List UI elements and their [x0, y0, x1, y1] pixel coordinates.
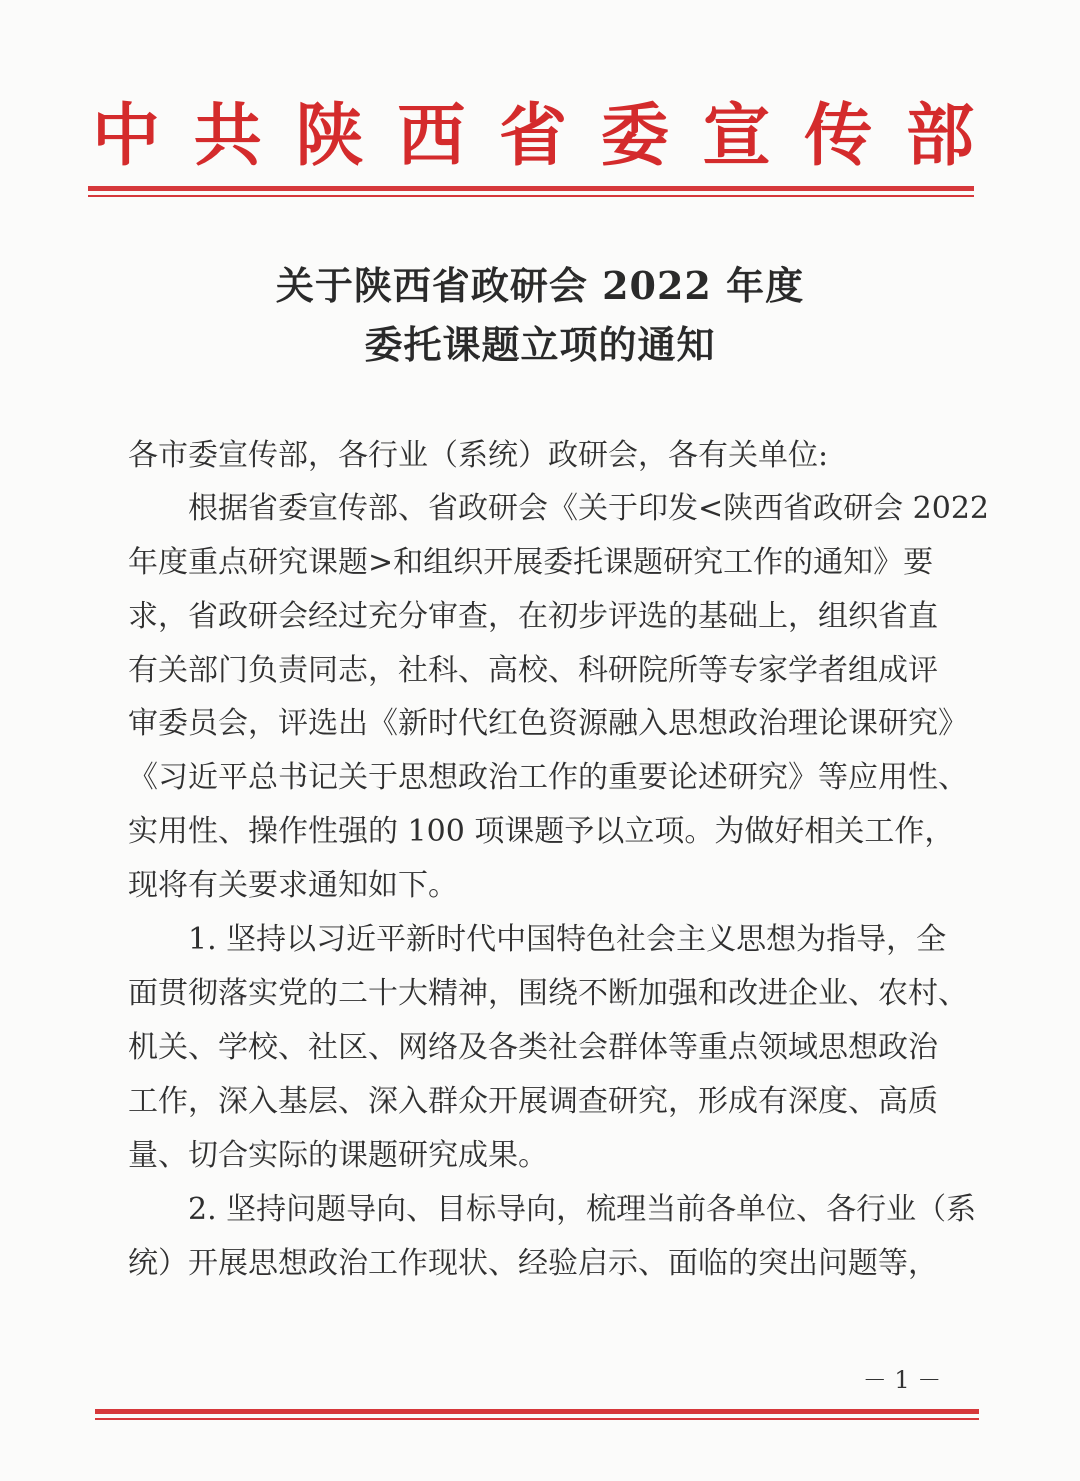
body-line: 机关、学校、社区、网络及各类社会群体等重点领域思想政治	[128, 1030, 938, 1065]
document-title-line-2: 委托课题立项的通知	[364, 322, 716, 367]
letterhead	[88, 92, 978, 182]
body-line: 《习近平总书记关于思想政治工作的重要论述研究》等应用性、	[128, 760, 968, 795]
letterhead-char: 委	[600, 97, 669, 176]
body-line: 实用性、操作性强的 100 项课题予以立项。为做好相关工作，	[128, 814, 955, 849]
footer-rule-thick	[95, 1409, 979, 1414]
letterhead-rule-thick	[88, 186, 974, 191]
letterhead-char: 部	[905, 97, 974, 176]
letterhead-char: 西	[397, 97, 466, 176]
page-number: － 1 －	[862, 1366, 942, 1394]
letterhead-char: 省	[498, 97, 567, 176]
body-line: 统）开展思想政治工作现状、经验启示、面临的突出问题等，	[128, 1246, 938, 1281]
letterhead-char: 宣	[702, 97, 771, 176]
footer-rule-thin	[95, 1418, 979, 1420]
body-line: 现将有关要求通知如下。	[128, 868, 458, 903]
body-line: 1. 坚持以习近平新时代中国特色社会主义思想为指导，全	[188, 922, 947, 957]
letterhead-char: 中	[91, 97, 160, 176]
body-line: 工作，深入基层、深入群众开展调查研究，形成有深度、高质	[128, 1084, 938, 1119]
salutation: 各市委宣传部，各行业（系统）政研会，各有关单位:	[128, 438, 829, 473]
body-line: 有关部门负责同志，社科、高校、科研院所等专家学者组成评	[128, 653, 938, 688]
letterhead-char: 共	[193, 97, 262, 176]
body-line: 量、切合实际的课题研究成果。	[128, 1138, 548, 1173]
body-line: 2. 坚持问题导向、目标导向，梳理当前各单位、各行业（系	[188, 1192, 977, 1227]
letterhead-char: 陕	[295, 97, 364, 176]
body-line: 求，省政研会经过充分审查，在初步评选的基础上，组织省直	[128, 599, 938, 634]
body-line: 年度重点研究课题>和组织开展委托课题研究工作的通知》要	[128, 545, 934, 580]
body-line: 根据省委宣传部、省政研会《关于印发<陕西省政研会 2022	[188, 491, 990, 526]
letterhead-char: 传	[804, 97, 873, 176]
document-title-line-1: 关于陕西省政研会 2022 年度	[275, 263, 805, 308]
body-line: 面贯彻落实党的二十大精神，围绕不断加强和改进企业、农村、	[128, 976, 968, 1011]
letterhead-rule-thin	[88, 195, 974, 197]
body-line: 审委员会，评选出《新时代红色资源融入思想政治理论课研究》	[128, 706, 968, 741]
